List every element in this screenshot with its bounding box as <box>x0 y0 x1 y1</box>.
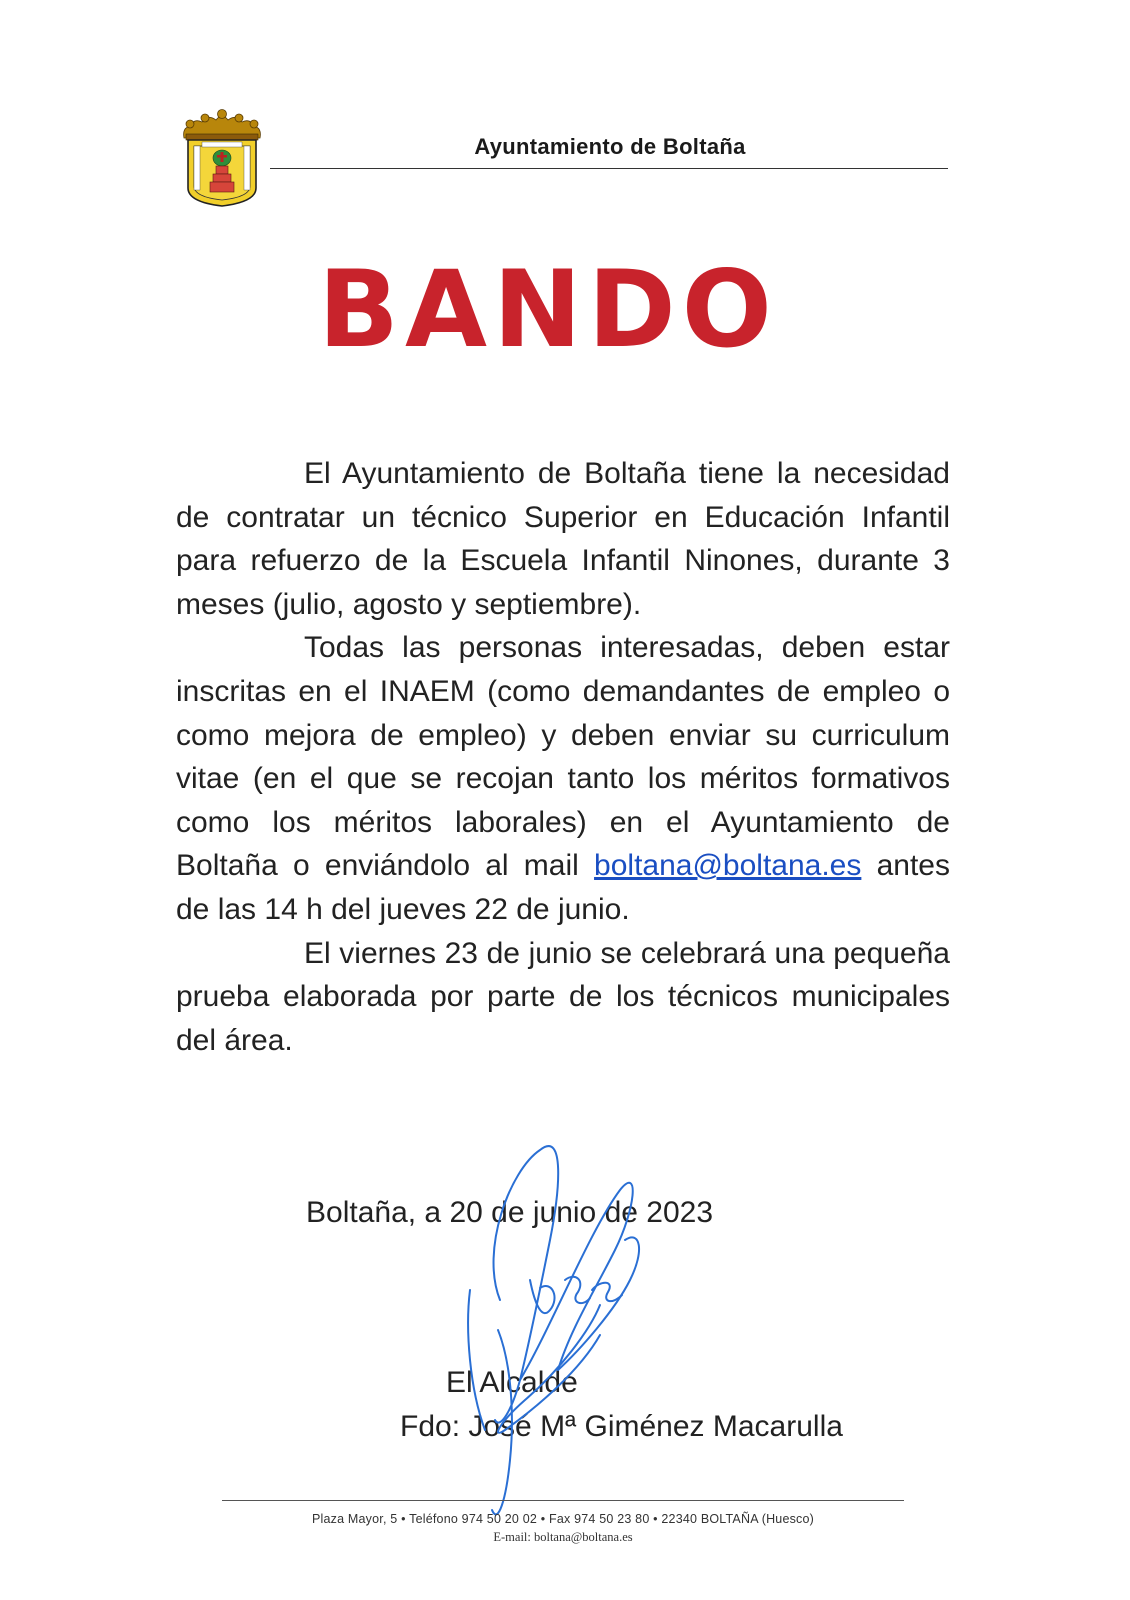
paragraph-2 <box>176 626 950 931</box>
paragraph-3: El viernes 23 de junio se celebrará una pequeña prueba elaborada por parte de los técnicos municipales del área. <box>176 936 950 1057</box>
coat-of-arms-icon <box>172 108 272 208</box>
announcement-body <box>176 452 950 1062</box>
email-link[interactable]: boltana@boltana.es <box>594 849 862 883</box>
date-line: Boltaña, a 20 de junio de 2023 <box>306 1196 714 1229</box>
document-title: BANDO <box>318 248 778 371</box>
paragraph-1: El Ayuntamiento de Boltaña tiene la necesidad de contratar un técnico Superior en Educación Infantil para refuerzo de la Escuela Infantil Ninones, durante 3 meses (julio, agosto y septiembre). <box>176 457 950 621</box>
footer-divider <box>222 1500 904 1501</box>
paragraph-2-text-after: antes de las 14 h del jueves 22 de junio. <box>176 849 950 926</box>
footer-address: Plaza Mayor, 5 • Teléfono 974 50 20 02 • Fax 974 50 23 80 • 22340 BOLTAÑA (Huesco) <box>311 1512 815 1526</box>
header-divider <box>270 168 948 169</box>
signatory-name: Fdo: José Mª Giménez Macarulla <box>400 1410 843 1443</box>
paragraph-2-text-before: Todas las personas interesadas, deben estar inscritas en el INAEM (como demandantes de empleo o como mejora de empleo) y deben enviar su curriculum vitae (en el que se recojan tanto los méritos formativos como los méritos laborales) en el Ayuntamiento de Boltaña o enviándolo al mail <box>176 631 950 883</box>
organization-name: Ayuntamiento de Boltaña <box>474 134 746 159</box>
handwritten-signature <box>440 1130 670 1530</box>
signatory-role: El Alcalde <box>446 1366 578 1399</box>
footer-email: E-mail: boltana@boltana.es <box>493 1530 633 1544</box>
